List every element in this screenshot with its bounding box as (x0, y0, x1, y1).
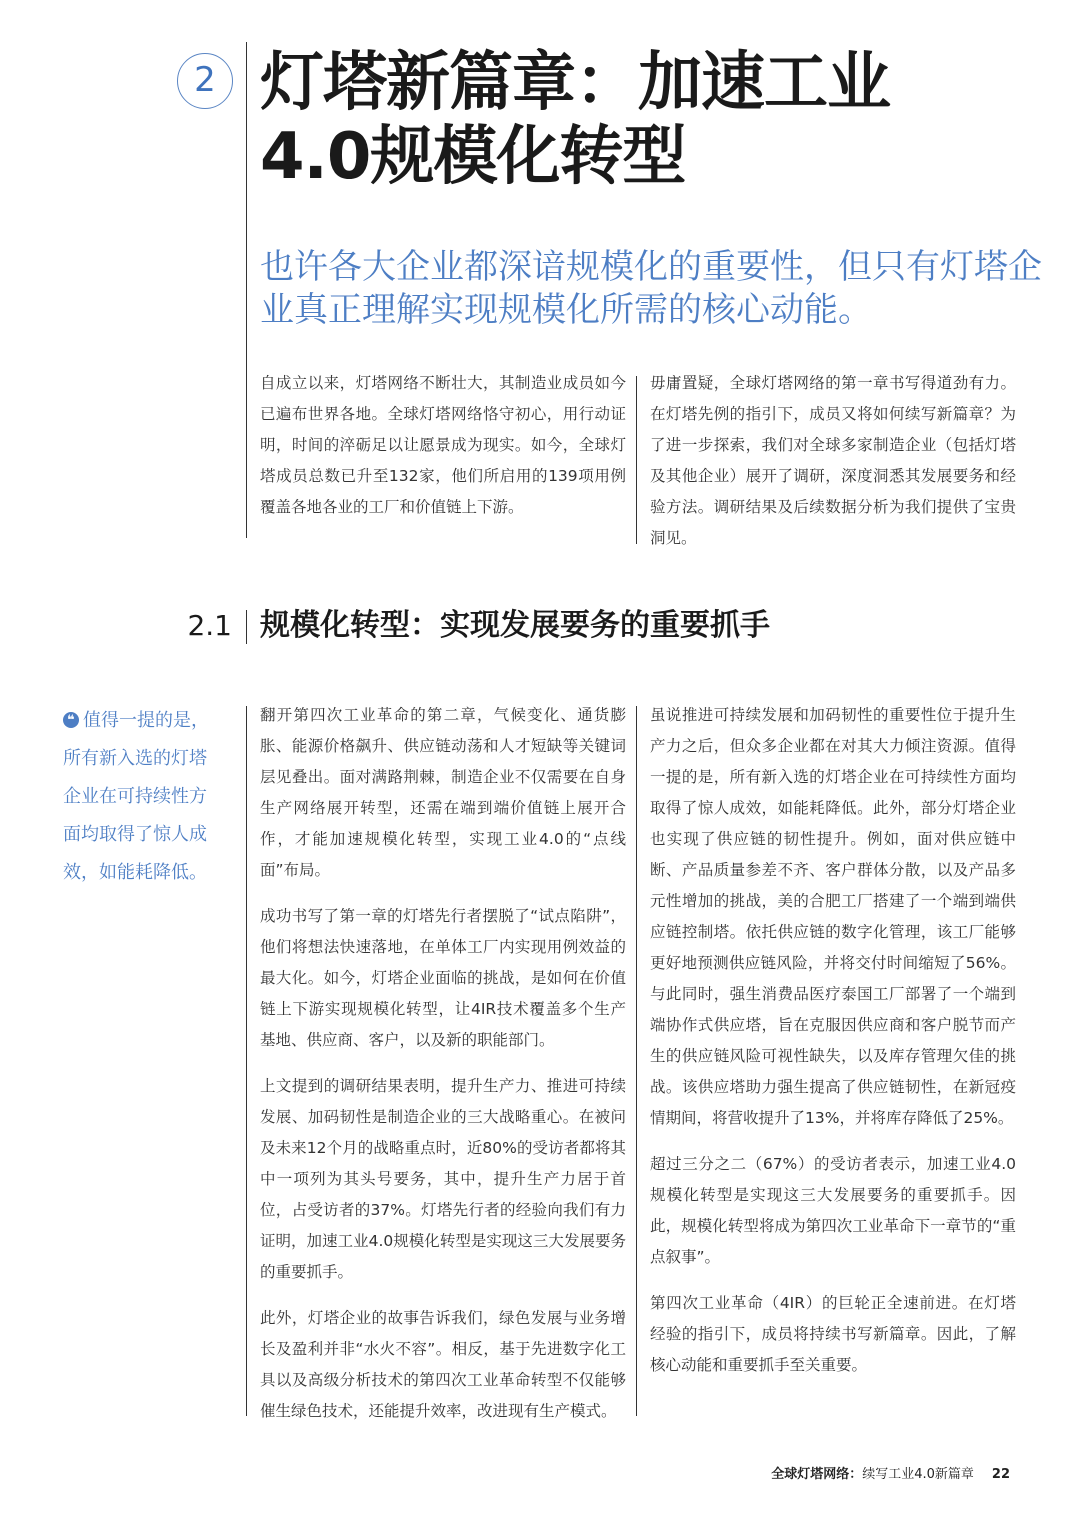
chapter-number-badge: 2 (177, 53, 233, 109)
pull-quote (63, 702, 223, 892)
intro-left-column (260, 368, 626, 523)
paragraph: 第四次工业革命（4IR）的巨轮正全速前进。在灯塔经验的指引下，成员将持续书写新篇章。因此，了解核心动能和重要抓手至关重要。 (650, 1294, 1016, 1374)
page-footer (771, 1465, 1010, 1485)
main-right-column (650, 700, 1016, 1381)
main-left-column (260, 700, 626, 1427)
paragraph: 自成立以来，灯塔网络不断壮大，其制造业成员如今已遍布世界各地。全球灯塔网络恪守初心，用行动证明，时间的淬砺足以让愿景成为现实。如今，全球灯塔成员总数已升至132家，他们所启用的139项用例覆盖各地各业的工厂和价值链上下游。 (260, 374, 626, 516)
footer-brand: 全球灯塔网络： (771, 1467, 863, 1482)
paragraph: 超过三分之二（67%）的受访者表示，加速工业4.0规模化转型是实现这三大发展要务的重要抓手。因此，规模化转型将成为第四次工业革命下一章节的“重点叙事”。 (650, 1155, 1016, 1266)
page-number: 22 (991, 1467, 1010, 1482)
paragraph: 成功书写了第一章的灯塔先行者摆脱了“试点陷阱”，他们将想法快速落地，在单体工厂内实现用例效益的最大化。如今，灯塔企业面临的挑战，是如何在价值链上下游实现规模化转型，让4IR技术覆盖多个生产基地、供应商、客户，以及新的职能部门。 (260, 907, 626, 1049)
paragraph: 毋庸置疑，全球灯塔网络的第一章书写得道劲有力。在灯塔先例的指引下，成员又将如何续写新篇章？为了进一步探索，我们对全球多家制造企业（包括灯塔及其他企业）展开了调研，深度洞悉其发展要务和经验方法。调研结果及后续数据分析为我们提供了宝贵洞见。 (650, 374, 1016, 547)
chapter-divider (246, 42, 247, 538)
chapter-lead: 也许各大企业都深谙规模化的重要性，但只有灯塔企业真正理解实现规模化所需的核心动能。 (260, 247, 1042, 330)
paragraph: 上文提到的调研结果表明，提升生产力、推进可持续发展、加码韧性是制造企业的三大战略重心。在被问及未来12个月的战略重点时，近80%的受访者都将其中一项列为其头号要务，其中，提升生产力居于首位，占受访者的37%。灯塔先行者的经验向我们有力证明，加速工业4.0规模化转型是实现这三大发展要务的重要抓手。 (260, 1077, 626, 1281)
column-divider (636, 706, 637, 1416)
paragraph: 虽说推进可持续发展和加码韧性的重要性位于提升生产力之后，但众多企业都在对其大力倾注资源。值得一提的是，所有新入选的灯塔企业在可持续性方面均取得了惊人成效，如能耗降低。此外，部分灯塔企业也实现了供应链的韧性提升。例如，面对供应链中断、产品质量参差不齐、客户群体分散，以及产品多元性增加的挑战，美的合肥工厂搭建了一个端到端供应链控制塔。依托供应链的数字化管理，该工厂能够更好地预测供应链风险，并将交付时间缩短了56%。与此同时，强生消费品医疗泰国工厂部署了一个端到端协作式供应塔，旨在克服因供应商和客户脱节而产生的供应链风险可视性缺失，以及库存管理欠佳的挑战。该供应塔助力强生提高了供应链韧性，在新冠疫情期间，将营收提升了13%，并将库存降低了25%。 (650, 706, 1016, 1127)
chapter-title (260, 46, 1040, 194)
column-divider (246, 706, 247, 1416)
section-title: 规模化转型：实现发展要务的重要抓手 (260, 608, 770, 643)
column-divider (636, 376, 637, 544)
section-number: 2.1 (187, 609, 232, 642)
pull-quote-text: 值得一提的是，所有新入选的灯塔企业在可持续性方面均取得了惊人成效，如能耗降低。 (63, 710, 209, 883)
intro-right-column (650, 368, 1016, 554)
paragraph: 翻开第四次工业革命的第二章，气候变化、通货膨胀、能源价格飙升、供应链动荡和人才短缺等关键词层见叠出。面对满路荆棘，制造企业不仅需要在自身生产网络展开转型，还需在端到端价值链上展开合作，才能加速规模化转型，实现工业4.0的“点线面”布局。 (260, 706, 626, 879)
footer-subtitle: 续写工业4.0新篇章 (862, 1467, 974, 1482)
paragraph: 此外，灯塔企业的故事告诉我们，绿色发展与业务增长及盈利并非“水火不容”。相反，基于先进数字化工具以及高级分析技术的第四次工业革命转型不仅能够催生绿色技术，还能提升效率，改进现有生产模式。 (260, 1309, 626, 1420)
section-divider (246, 610, 247, 644)
quote-icon: ❝ (63, 712, 79, 728)
chapter-title-line-1: 灯塔新篇章：加速工业 (260, 46, 890, 120)
chapter-title-line-2: 4.0规模化转型 (260, 120, 686, 194)
